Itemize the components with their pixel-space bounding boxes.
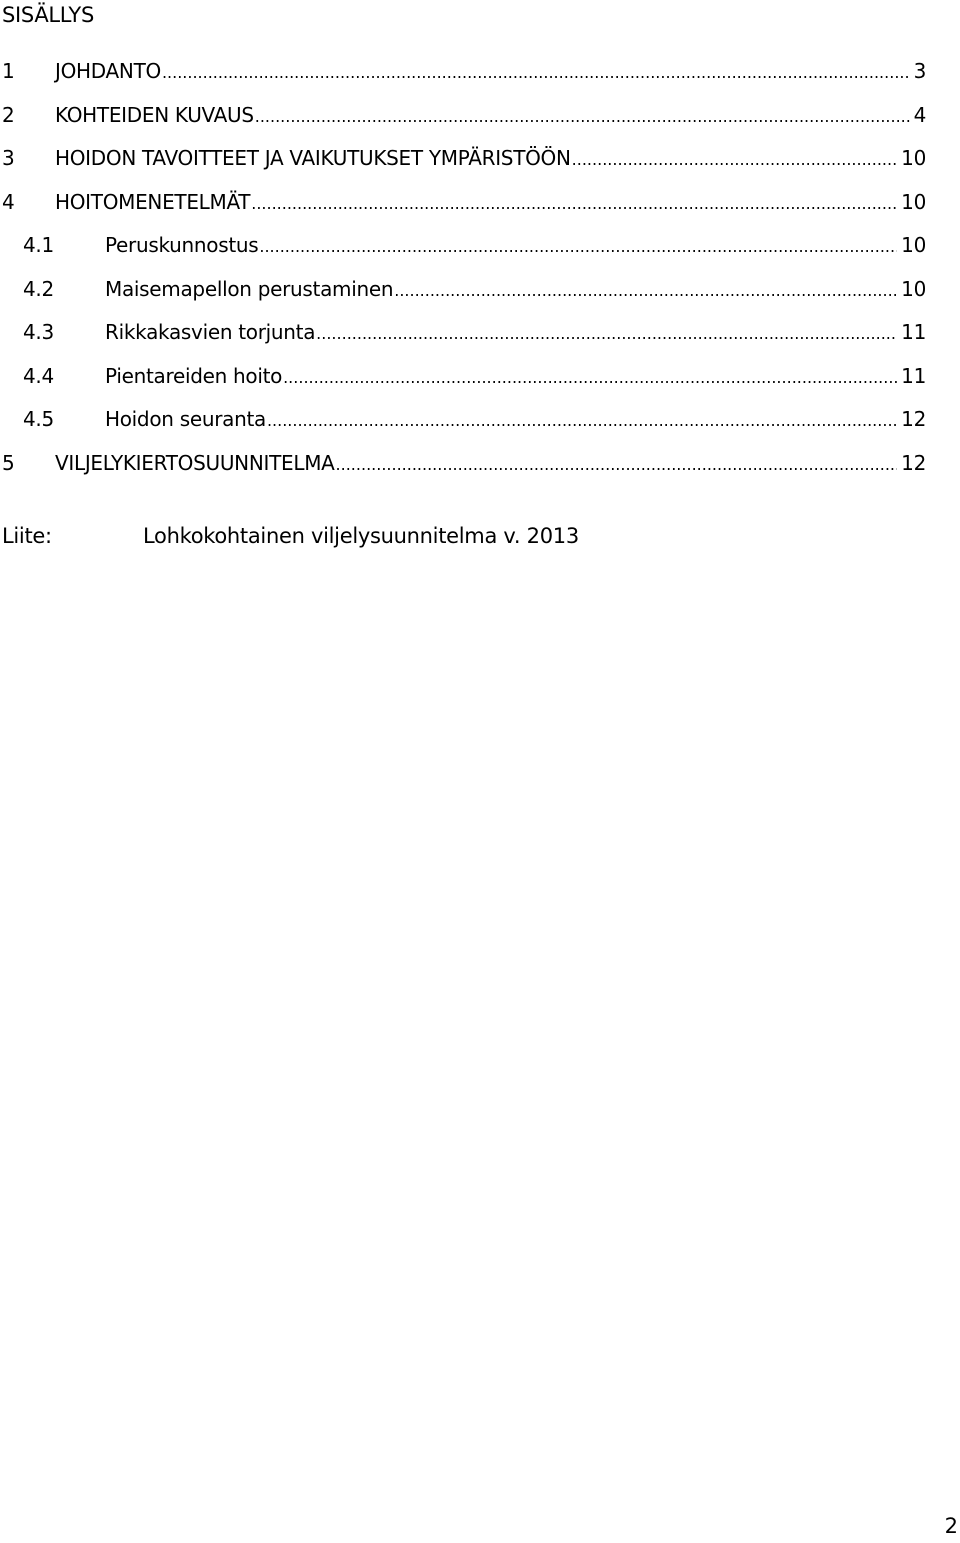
- toc-entry-title: HOITOMENETELMÄT: [55, 189, 251, 214]
- appendix-line: [2, 522, 579, 550]
- toc-entry-title: KOHTEIDEN KUVAUS: [55, 102, 254, 127]
- toc-entry-title: Rikkakasvien torjunta: [105, 320, 316, 344]
- toc-entry-page: 10: [901, 146, 926, 170]
- toc-entry-page: 10: [901, 189, 926, 214]
- toc-entry-title: Pientareiden hoito: [105, 363, 283, 388]
- page-number: 2: [944, 1514, 958, 1538]
- toc-entry-page: 11: [901, 320, 926, 344]
- toc-dot-leader: [394, 278, 897, 304]
- toc-entry-4[interactable]: [0, 189, 926, 233]
- toc-entry-page: 4: [913, 102, 926, 127]
- toc-dot-leader: [255, 104, 910, 130]
- toc-entry-page: 12: [901, 450, 926, 475]
- toc-entry-number: 5: [2, 450, 15, 475]
- toc-entry-2[interactable]: [0, 102, 926, 146]
- toc-entry-title: HOIDON TAVOITTEET JA VAIKUTUKSET YMPÄRISTÖÖN: [55, 146, 571, 170]
- toc-entry-title: Maisemapellon perustaminen: [105, 276, 394, 301]
- toc-entry-number: 4.4: [23, 363, 54, 388]
- toc-entry-4-4[interactable]: [0, 363, 926, 407]
- toc-dot-leader: [336, 452, 898, 478]
- toc-entry-page: 11: [901, 363, 926, 388]
- toc-entry-number: 4: [2, 189, 15, 214]
- toc-entry-number: 3: [2, 146, 15, 170]
- toc-dot-leader: [283, 365, 897, 391]
- toc-entry-page: 10: [901, 276, 926, 301]
- toc-dot-leader: [162, 60, 910, 86]
- toc-entry-number: 1: [2, 59, 15, 83]
- toc-entry-title: Hoidon seuranta: [105, 407, 266, 431]
- toc-entry-number: 2: [2, 102, 15, 127]
- toc-entry-number: 4.2: [23, 276, 54, 301]
- toc-entry-4-3[interactable]: [0, 319, 926, 363]
- table-of-contents: [0, 58, 926, 493]
- toc-dot-leader: [572, 147, 897, 173]
- toc-entry-4-1[interactable]: [0, 232, 926, 276]
- toc-entry-4-5[interactable]: [0, 406, 926, 450]
- toc-dot-leader: [251, 191, 897, 217]
- toc-entry-page: 3: [913, 59, 926, 83]
- toc-entry-number: 4.3: [23, 320, 54, 344]
- toc-entry-1[interactable]: [0, 58, 926, 102]
- appendix-label: Liite:: [2, 524, 52, 548]
- appendix-title: Lohkokohtainen viljelysuunnitelma v. 2013: [143, 524, 579, 548]
- toc-dot-leader: [267, 408, 897, 434]
- toc-dot-leader: [259, 234, 897, 260]
- toc-entry-3[interactable]: [0, 145, 926, 189]
- toc-entry-number: 4.5: [23, 407, 54, 431]
- toc-dot-leader: [316, 321, 897, 347]
- toc-entry-title: Peruskunnostus: [105, 233, 259, 257]
- toc-entry-4-2[interactable]: [0, 276, 926, 320]
- toc-entry-page: 12: [901, 407, 926, 431]
- toc-heading: SISÄLLYS: [2, 3, 94, 27]
- toc-entry-title: JOHDANTO: [55, 59, 161, 83]
- toc-entry-number: 4.1: [23, 233, 54, 257]
- toc-entry-page: 10: [901, 233, 926, 257]
- toc-entry-5[interactable]: [0, 450, 926, 494]
- toc-entry-title: VILJELYKIERTOSUUNNITELMA: [55, 450, 335, 475]
